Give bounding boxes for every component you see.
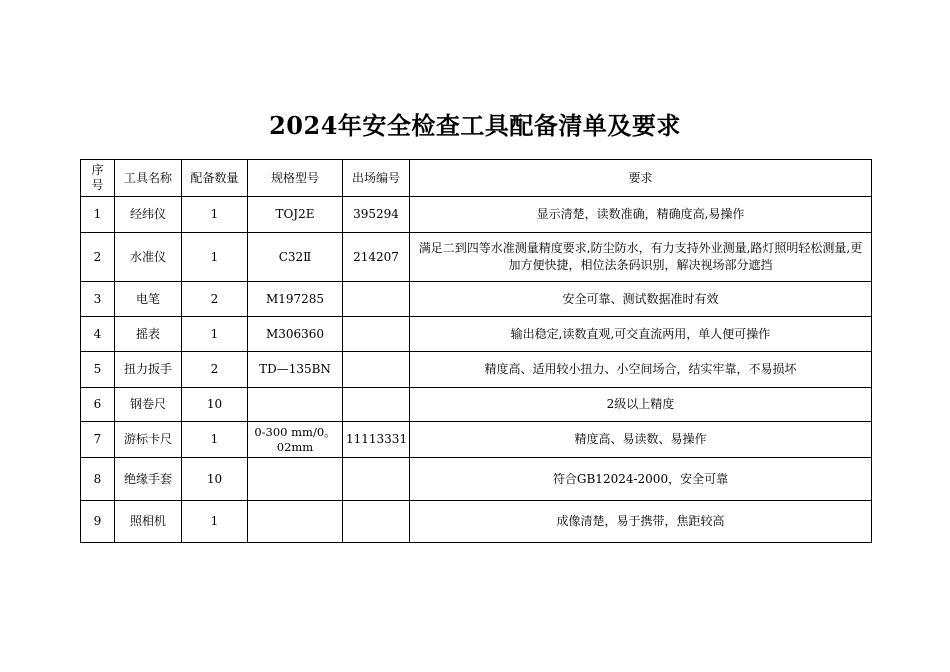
- row-index: 2: [81, 233, 115, 282]
- row-name: 游标卡尺: [115, 422, 182, 458]
- row-quantity: 1: [182, 501, 248, 543]
- table-row: [81, 282, 872, 317]
- table-row: [81, 352, 872, 388]
- header-serial: 出场编号: [343, 160, 410, 197]
- row-name: 照相机: [115, 501, 182, 543]
- header-quantity: 配备数量: [182, 160, 248, 197]
- row-requirement: 显示清楚，读数准确，精确度高,易操作: [410, 197, 872, 233]
- row-serial: [343, 458, 410, 501]
- header-index: 序号: [81, 160, 115, 197]
- row-model: TD—135BN: [248, 352, 343, 388]
- row-name: 绝缘手套: [115, 458, 182, 501]
- row-index: 7: [81, 422, 115, 458]
- row-serial: 395294: [343, 197, 410, 233]
- row-serial: [343, 501, 410, 543]
- table-row: [81, 458, 872, 501]
- row-quantity: 10: [182, 458, 248, 501]
- row-quantity: 10: [182, 388, 248, 422]
- row-name: 电笔: [115, 282, 182, 317]
- row-requirement: 符合GB12024-2000，安全可靠: [410, 458, 872, 501]
- row-index: 5: [81, 352, 115, 388]
- table-row: [81, 388, 872, 422]
- row-requirement: 成像清楚，易于携带，焦距较高: [410, 501, 872, 543]
- row-name: 摇表: [115, 317, 182, 352]
- row-serial: 214207: [343, 233, 410, 282]
- row-quantity: 1: [182, 197, 248, 233]
- table-header-row: [81, 160, 872, 197]
- row-name: 钢卷尺: [115, 388, 182, 422]
- row-name: 扭力扳手: [115, 352, 182, 388]
- row-index: 6: [81, 388, 115, 422]
- row-quantity: 1: [182, 422, 248, 458]
- row-index: 3: [81, 282, 115, 317]
- row-requirement: 精度高、适用较小扭力、小空间场合，结实牢靠，不易损坏: [410, 352, 872, 388]
- row-requirement: 精度高、易读数、易操作: [410, 422, 872, 458]
- row-requirement: 输出稳定,读数直观,可交直流两用，单人便可操作: [410, 317, 872, 352]
- row-model: [248, 388, 343, 422]
- row-index: 4: [81, 317, 115, 352]
- document-title: 2024年安全检查工具配备清单及要求: [269, 111, 681, 140]
- row-serial: [343, 388, 410, 422]
- header-model: 规格型号: [248, 160, 343, 197]
- row-requirement: 安全可靠、测试数据准时有效: [410, 282, 872, 317]
- row-index: 1: [81, 197, 115, 233]
- row-model: M197285: [248, 282, 343, 317]
- row-quantity: 1: [182, 317, 248, 352]
- row-serial: [343, 317, 410, 352]
- row-name: 水准仪: [115, 233, 182, 282]
- row-model: 0-300 mm/0。02mm: [248, 422, 343, 458]
- table-row: [81, 197, 872, 233]
- tool-list-table: [80, 159, 872, 543]
- row-model: [248, 458, 343, 501]
- row-index: 9: [81, 501, 115, 543]
- header-requirement: 要求: [410, 160, 872, 197]
- row-serial: [343, 282, 410, 317]
- row-model: TOJ2E: [248, 197, 343, 233]
- row-quantity: 2: [182, 352, 248, 388]
- row-model: C32Ⅱ: [248, 233, 343, 282]
- table-row: [81, 422, 872, 458]
- row-quantity: 1: [182, 233, 248, 282]
- header-name: 工具名称: [115, 160, 182, 197]
- row-model: [248, 501, 343, 543]
- row-serial: [343, 352, 410, 388]
- table-row: [81, 501, 872, 543]
- row-serial: 11113331: [343, 422, 410, 458]
- table-row: [81, 233, 872, 282]
- row-requirement: 2级以上精度: [410, 388, 872, 422]
- row-requirement: 满足二到四等水准测量精度要求,防尘防水，有力支持外业测量,路灯照明轻松测量,更加方便快捷，相位法条码识别，解决视场部分遮挡: [410, 233, 872, 282]
- row-name: 经纬仪: [115, 197, 182, 233]
- row-quantity: 2: [182, 282, 248, 317]
- table-row: [81, 317, 872, 352]
- row-model: M306360: [248, 317, 343, 352]
- row-index: 8: [81, 458, 115, 501]
